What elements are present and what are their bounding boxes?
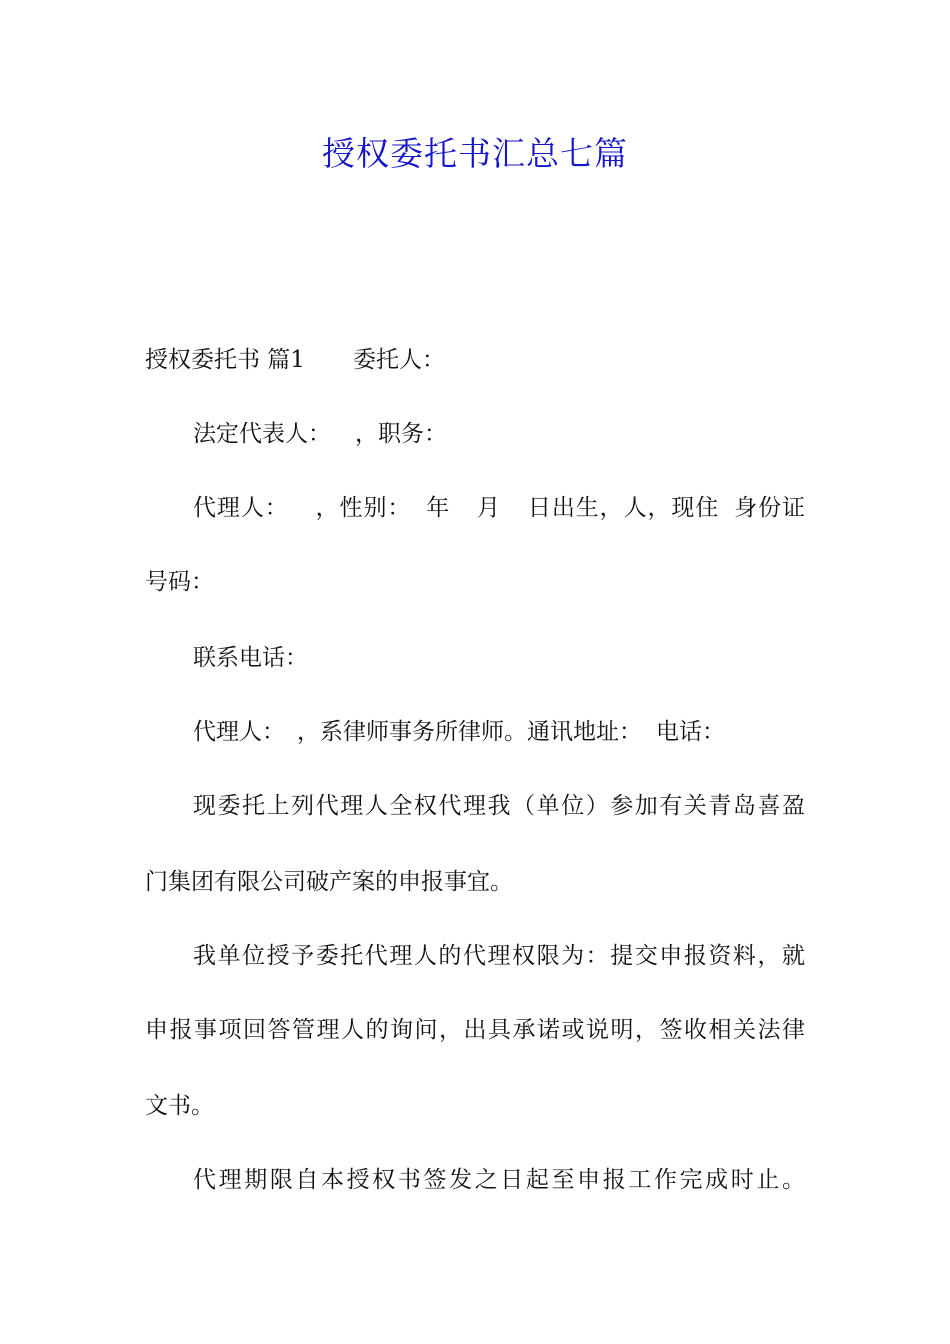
authority-line-1: 我单位授予委托代理人的代理权限为：提交申报资料，就 [193, 943, 805, 969]
authority-line-2: 申报事项回答管理人的询问，出具承诺或说明，签收相关法律 [145, 1017, 805, 1043]
position-label: ，职务： [355, 421, 447, 447]
page-title: 授权委托书汇总七篇 [322, 134, 628, 173]
authority-line-3: 文书。 [145, 1093, 214, 1119]
delegation-line-2: 门集团有限公司破产案的申报事宜。 [145, 869, 513, 895]
agent1-line [193, 490, 805, 526]
agent1-month: 月 [476, 495, 501, 521]
agent2-lawyer-text: ，系律师事务所律师。通讯地址： [297, 719, 642, 745]
contact-phone-label: 联系电话： [193, 645, 308, 671]
agent2-label: 代理人： [193, 719, 285, 745]
principal-label: 委托人： [352, 347, 445, 373]
agent1-gender-label: ，性别： [314, 495, 412, 521]
legal-rep-label: 法定代表人： [193, 421, 331, 447]
legal-rep-line [193, 416, 805, 452]
agent2-phone-label: 电话： [656, 719, 725, 745]
agent1-id-label: 身份证 [733, 495, 806, 521]
term-line: 代理期限自本授权书签发之日起至申报工作完成时止。 [193, 1167, 805, 1193]
agent1-id-line [145, 564, 805, 600]
delegation-line-1: 现委托上列代理人全权代理我（单位）参加有关青岛喜盈 [193, 793, 805, 819]
section-heading: 授权委托书 篇1 [145, 347, 305, 373]
contact-phone-line [193, 640, 805, 676]
agent2-line [193, 714, 805, 750]
agent1-born: 日出生，人，现住 [526, 495, 720, 521]
agent1-year: 年 [425, 495, 451, 521]
agent1-label: 代理人： [193, 495, 289, 521]
agent1-id-label-cont: 号码： [145, 569, 214, 595]
section-heading-line [145, 342, 805, 378]
